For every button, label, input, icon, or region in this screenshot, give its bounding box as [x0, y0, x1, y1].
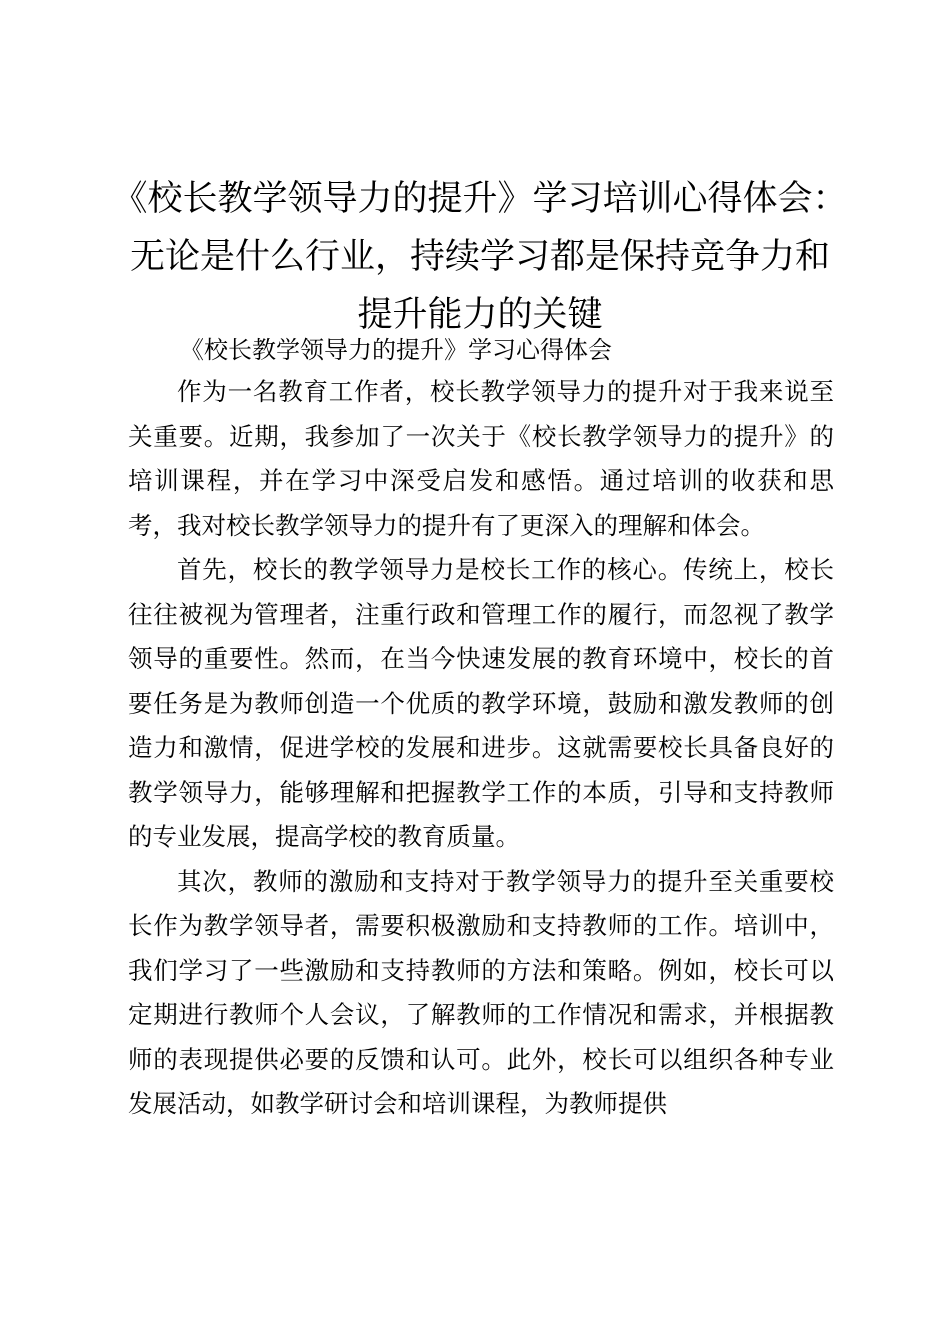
paragraph-3: 其次，教师的激励和支持对于教学领导力的提升至关重要校长作为教学领导者，需要积极激励和支持教师的工作。培训中，我们学习了一些激励和支持教师的方法和策略。例如，校长可以定期进行教师个人会议，了解教师的工作情况和需求，并根据教师的表现提供必要的反馈和认可。此外，校长可以组织各种专业发展活动，如教学研讨会和培训课程，为教师提供 [128, 866, 834, 1118]
title-line-3: 提升能力的关键 [357, 295, 603, 335]
document-title [100, 170, 860, 344]
document-subtitle: 《校长教学领导力的提升》学习心得体会 [180, 336, 612, 364]
document-body [128, 330, 834, 1127]
paragraph-2: 首先，校长的教学领导力是校长工作的核心。传统上，校长往往被视为管理者，注重行政和管理工作的履行，而忽视了教学领导的重要性。然而，在当今快速发展的教育环境中，校长的首要任务是为教师创造一个优质的教学环境，鼓励和激发教师的创造力和激情，促进学校的发展和进步。这就需要校长具备良好的教学领导力，能够理解和把握教学工作的本质，引导和支持教师的专业发展，提高学校的教育质量。 [128, 555, 834, 851]
paragraph-1: 作为一名教育工作者，校长教学领导力的提升对于我来说至关重要。近期，我参加了一次关于《校长教学领导力的提升》的培训课程，并在学习中深受启发和感悟。通过培训的收获和思考，我对校长教学领导力的提升有了更深入的理解和体会。 [128, 377, 834, 540]
title-line-2: 无论是什么行业，持续学习都是保持竞争力和 [129, 237, 830, 277]
title-line-1: 《校长教学领导力的提升》学习培训心得体会： [112, 179, 848, 219]
